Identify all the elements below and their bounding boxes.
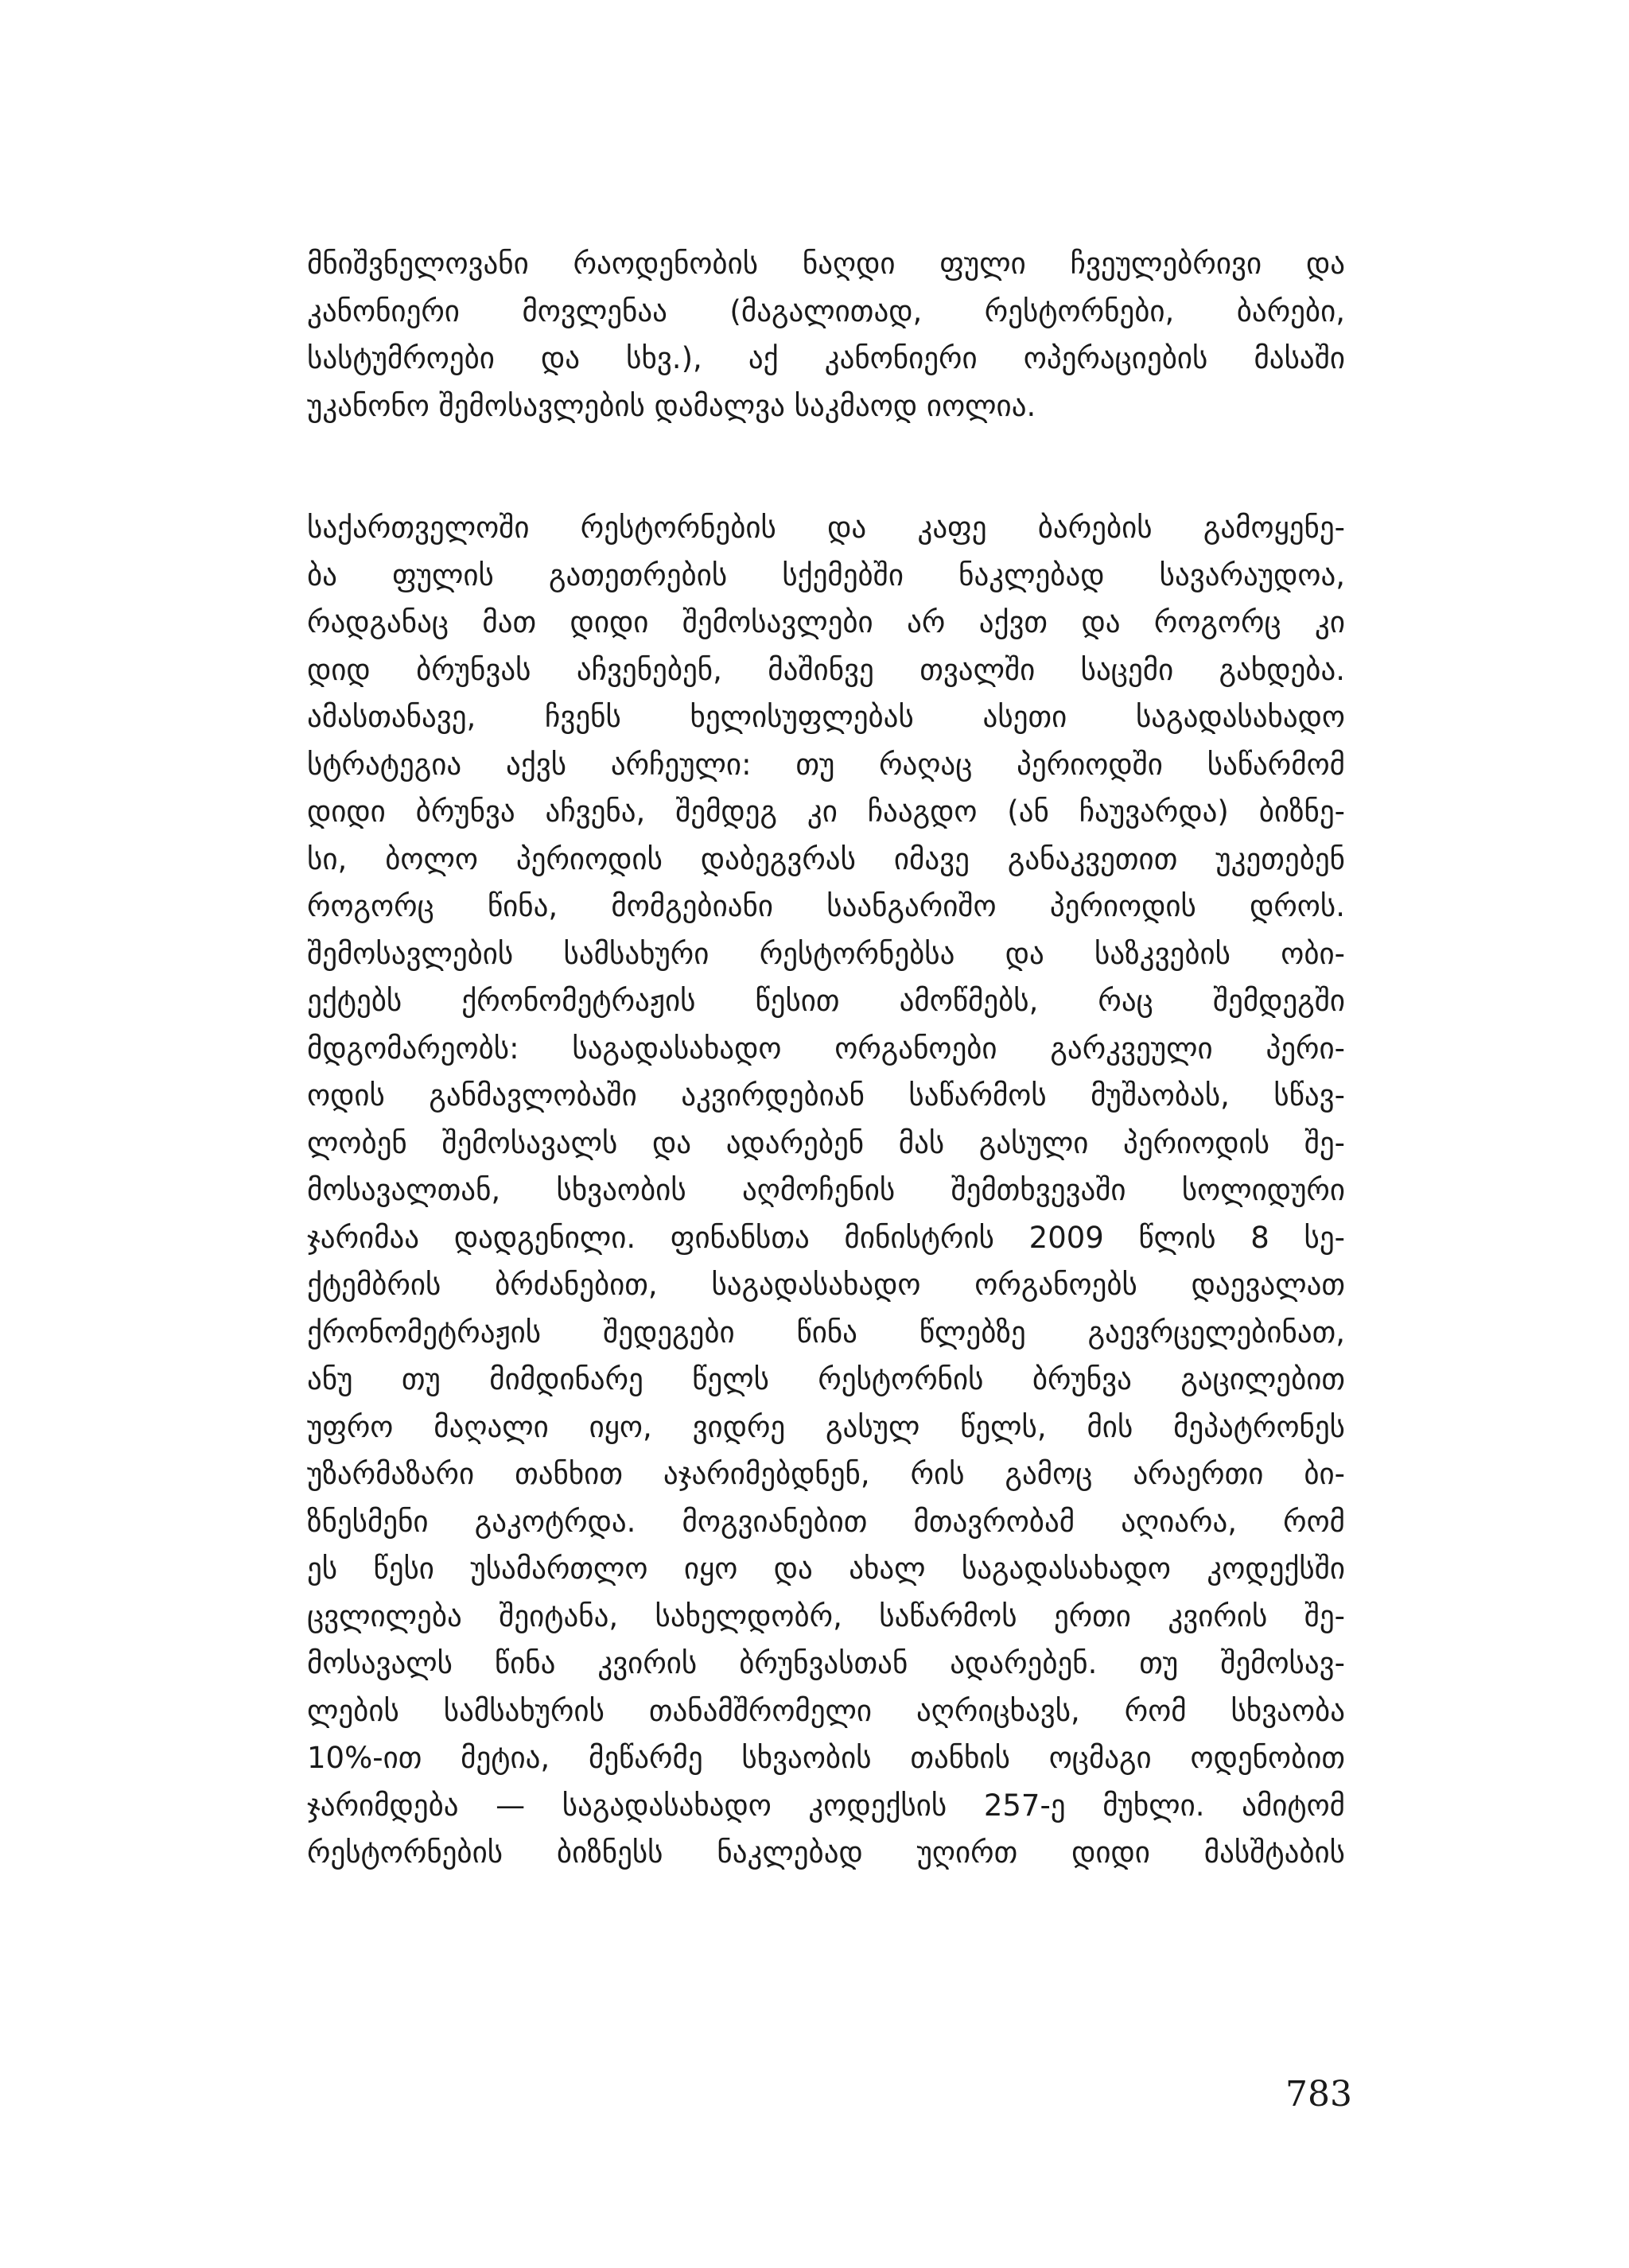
text-line: ჯარიმდება — საგადასახადო კოდექსის 257-ე მუხლი. ამიტომ [307,1788,1345,1823]
text-line: ოდის განმავლობაში აკვირდებიან საწარმოს მუშაობას, სწავ- [307,1078,1345,1113]
text-line: ცვლილება შეიტანა, სახელდობრ, საწარმოს ერთი კვირის შე- [307,1598,1345,1633]
text-line: ქრონომეტრაჟის შედეგები წინა წლებზე გაევრცელებინათ, [307,1315,1345,1350]
text-line: ბა ფულის გათეთრების სქემებში ნაკლებად სავარაუდოა, [307,557,1345,592]
text-line: კანონიერი მოვლენაა (მაგალითად, რესტორნები, ბარები, [307,293,1345,328]
text-line: მდგომარეობს: საგადასახადო ორგანოები გარკვეული პერი- [307,1031,1345,1066]
text-line: ჯარიმაა დადგენილი. ფინანსთა მინისტრის 2009 წლის 8 სე- [307,1220,1345,1255]
text-line: მოსავალს წინა კვირის ბრუნვასთან ადარებენ. თუ შემოსავ- [307,1646,1345,1680]
text-line: დიდ ბრუნვას აჩვენებენ, მაშინვე თვალში საცემი გახდება. [307,652,1345,687]
text-line: როგორც წინა, მომგებიანი საანგარიშო პერიოდის დროს. [307,889,1345,923]
page-number: 783 [1285,2074,1352,2115]
text-line: 10%-ით მეტია, მეწარმე სხვაობის თანხის ოცმაგი ოდენობით [307,1741,1345,1775]
text-line: უფრო მაღალი იყო, ვიდრე გასულ წელს, მის მეპატრონეს [307,1409,1345,1444]
text-line: ანუ თუ მიმდინარე წელს რესტორნის ბრუნვა გაცილებით [307,1362,1345,1396]
text-line: ქტემბრის ბრძანებით, საგადასახადო ორგანოებს დაევალათ [307,1268,1345,1302]
text-line: ლობენ შემოსავალს და ადარებენ მას გასული პერიოდის შე- [307,1125,1345,1160]
text-line: ზნესმენი გაკოტრდა. მოგვიანებით მთავრობამ აღიარა, რომ [307,1504,1345,1539]
text-line: უზარმაზარი თანხით აჯარიმებდნენ, რის გამოც არაერთი ბი- [307,1457,1345,1491]
text-line: მოსავალთან, სხვაობის აღმოჩენის შემთხვევაში სოლიდური [307,1173,1345,1207]
text-line: შემოსავლების სამსახური რესტორნებსა და საზკვების ობი- [307,936,1345,971]
text-line: რესტორნების ბიზნესს ნაკლებად უღირთ დიდი მასშტაბის [307,1835,1345,1870]
text-line: მნიშვნელოვანი რაოდენობის ნაღდი ფული ჩვეულებრივი და [307,247,1345,281]
text-line: რადგანაც მათ დიდი შემოსავლები არ აქვთ და როგორც კი [307,605,1345,639]
paragraph-2 [307,504,1345,1877]
text-line: საქართველოში რესტორნების და კაფე ბარების გამოყენე- [307,511,1345,545]
text-line: ამასთანავე, ჩვენს ხელისუფლებას ასეთი საგადასახადო [307,700,1345,734]
text-line: ლების სამსახურის თანამშრომელი აღრიცხავს, რომ სხვაობა [307,1693,1345,1728]
text-line: სტრატეგია აქვს არჩეული: თუ რაღაც პერიოდში საწარმომ [307,747,1345,782]
paragraph-1 [307,240,1345,429]
text-line: სი, ბოლო პერიოდის დაბეგვრას იმავე განაკვეთით უკეთებენ [307,841,1345,876]
text-line: ექტებს ქრონომეტრაჟის წესით ამოწმებს, რაც შემდეგში [307,984,1345,1018]
text-line: დიდი ბრუნვა აჩვენა, შემდეგ კი ჩააგდო (ან ჩაუვარდა) ბიზნე- [307,794,1345,829]
text-line: უკანონო შემოსავლების დამალვა საკმაოდ იოლია. [307,388,1036,423]
text-line: სასტუმროები და სხვ.), აქ კანონიერი ოპერაციების მასაში [307,341,1345,375]
text-line: ეს წესი უსამართლო იყო და ახალ საგადასახადო კოდექსში [307,1551,1345,1586]
